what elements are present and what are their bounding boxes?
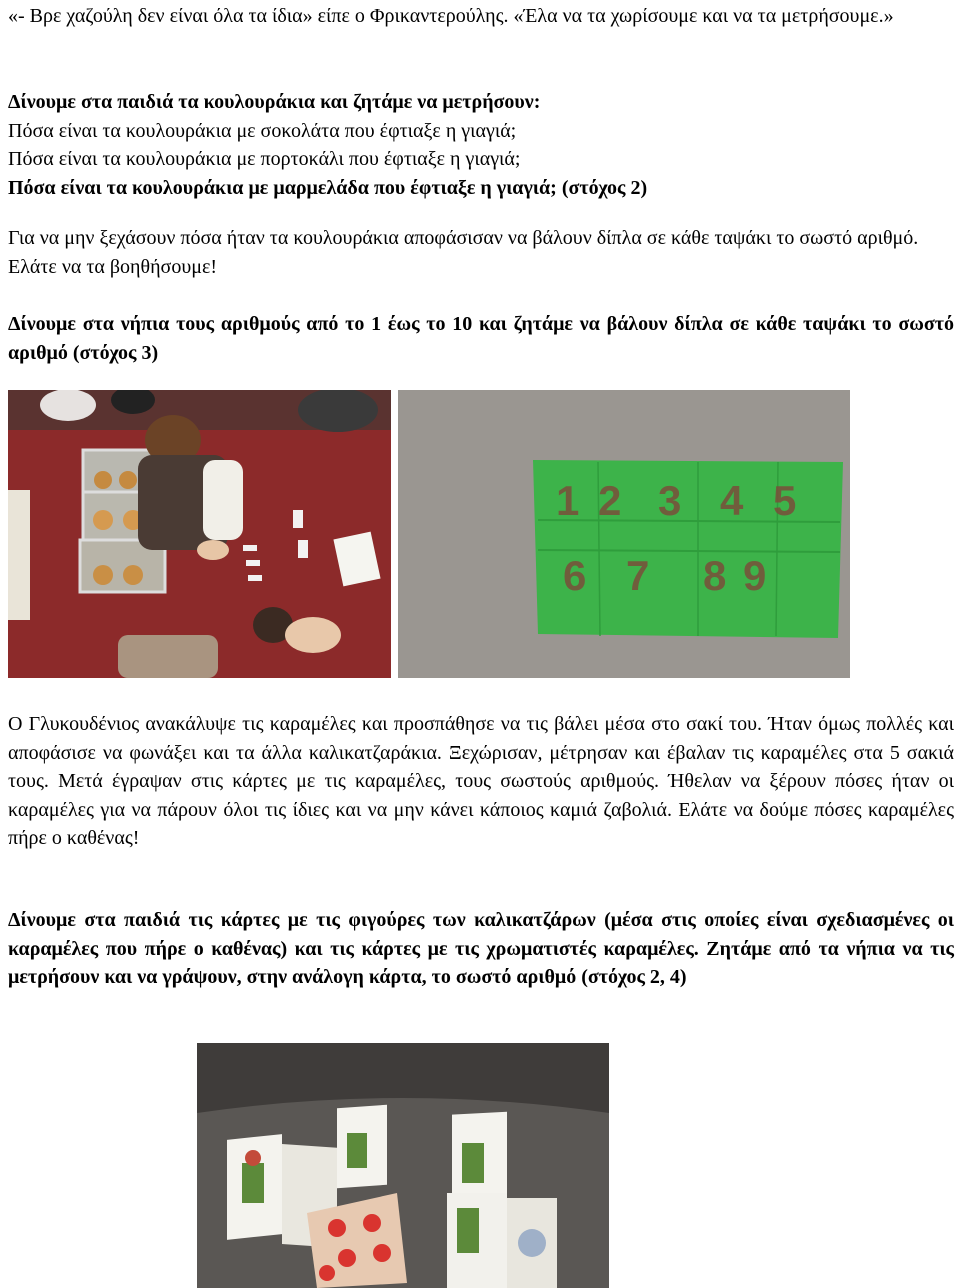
number-5: 5 — [773, 477, 797, 524]
instruction-2: Δίνουμε στα νήπια τους αριθμούς από το 1 έως το 10 και ζητάμε να βάλουν δίπλα σε κάθε ταψάκι το σωστό αριθμό (στόχος 3) — [8, 313, 954, 364]
number-2: 2 — [598, 477, 622, 524]
number-3: 3 — [658, 477, 682, 524]
question-2: Πόσα είναι τα κουλουράκια με πορτοκάλι που έφτιαξε η γιαγιά; — [8, 148, 521, 170]
intro-paragraph: «- Βρε χαζούλη δεν είναι όλα τα ίδια» είπε ο Φρικαντερούλης. «Έλα να τα χωρίσουμε και να τα μετρήσουμε.» — [8, 5, 894, 27]
photo-green-number-sheet — [398, 390, 850, 678]
photo-green-number-sheet-image — [398, 390, 850, 678]
question-3: Πόσα είναι τα κουλουράκια με μαρμελάδα που έφτιαξε η γιαγιά; (στόχος 2) — [8, 176, 648, 199]
section1-heading: Δίνουμε στα παιδιά τα κουλουράκια και ζητάμε να μετρήσουν: — [8, 91, 541, 113]
number-8: 8 — [703, 552, 727, 599]
number-1: 1 — [556, 477, 580, 524]
instruction-3: Δίνουμε στα παιδιά τις κάρτες με τις φιγούρες των καλικατζάρων (μέσα στις οποίες είναι σχεδιασμένες οι καραμέλες που πήρε ο καθένας) και τις κάρτες με τις χρωματιστές καραμέλες. Ζητάμε από τα νήπια να τις μετρήσουν και να γράψουν, στην ανάλογη κάρτα, το σωστό αριθμό (στόχος 2, 4) — [8, 909, 954, 988]
section1 — [8, 88, 954, 202]
paragraph-2: Για να μην ξεχάσουν πόσα ήταν τα κουλουράκια αποφάσισαν να βάλουν δίπλα σε κάθε ταψάκι το σωστό αριθμό. Ελάτε να τα βοηθήσουμε! — [8, 227, 919, 278]
number-9: 9 — [743, 552, 767, 599]
number-6: 6 — [563, 552, 587, 599]
photo-cards-on-sofa — [197, 1043, 609, 1288]
photo-child-with-trays — [8, 390, 391, 678]
question-1: Πόσα είναι τα κουλουράκια με σοκολάτα που έφτιαξε η γιαγιά; — [8, 119, 517, 142]
photo-child-with-trays-image — [8, 390, 391, 678]
number-4: 4 — [720, 477, 744, 524]
number-7: 7 — [626, 552, 650, 599]
photo-cards-on-sofa-image — [197, 1043, 609, 1288]
paragraph-3: Ο Γλυκουδένιος ανακάλυψε τις καραμέλες και προσπάθησε να τις βάλει μέσα στο σακί του. Ήταν όμως πολλές και αποφάσισε να φωνάξει και τα άλλα καλικατζαράκια. Ξεχώρισαν, μέτρησαν και έβαλαν τις καραμέλες στα 5 σακιά τους. Μετά έγραψαν στις κάρτες με τις καραμέλες, τους σωστούς αριθμούς. Ήθελαν να ξέρουν πόσες ήταν οι καραμέλες για να πάρουν όλοι τις ίδιες και να μην κάνει κάποιος καμιά ζαβολιά. Ελάτε να δούμε πόσες καραμέλες πήρε ο καθένας! — [8, 713, 954, 849]
